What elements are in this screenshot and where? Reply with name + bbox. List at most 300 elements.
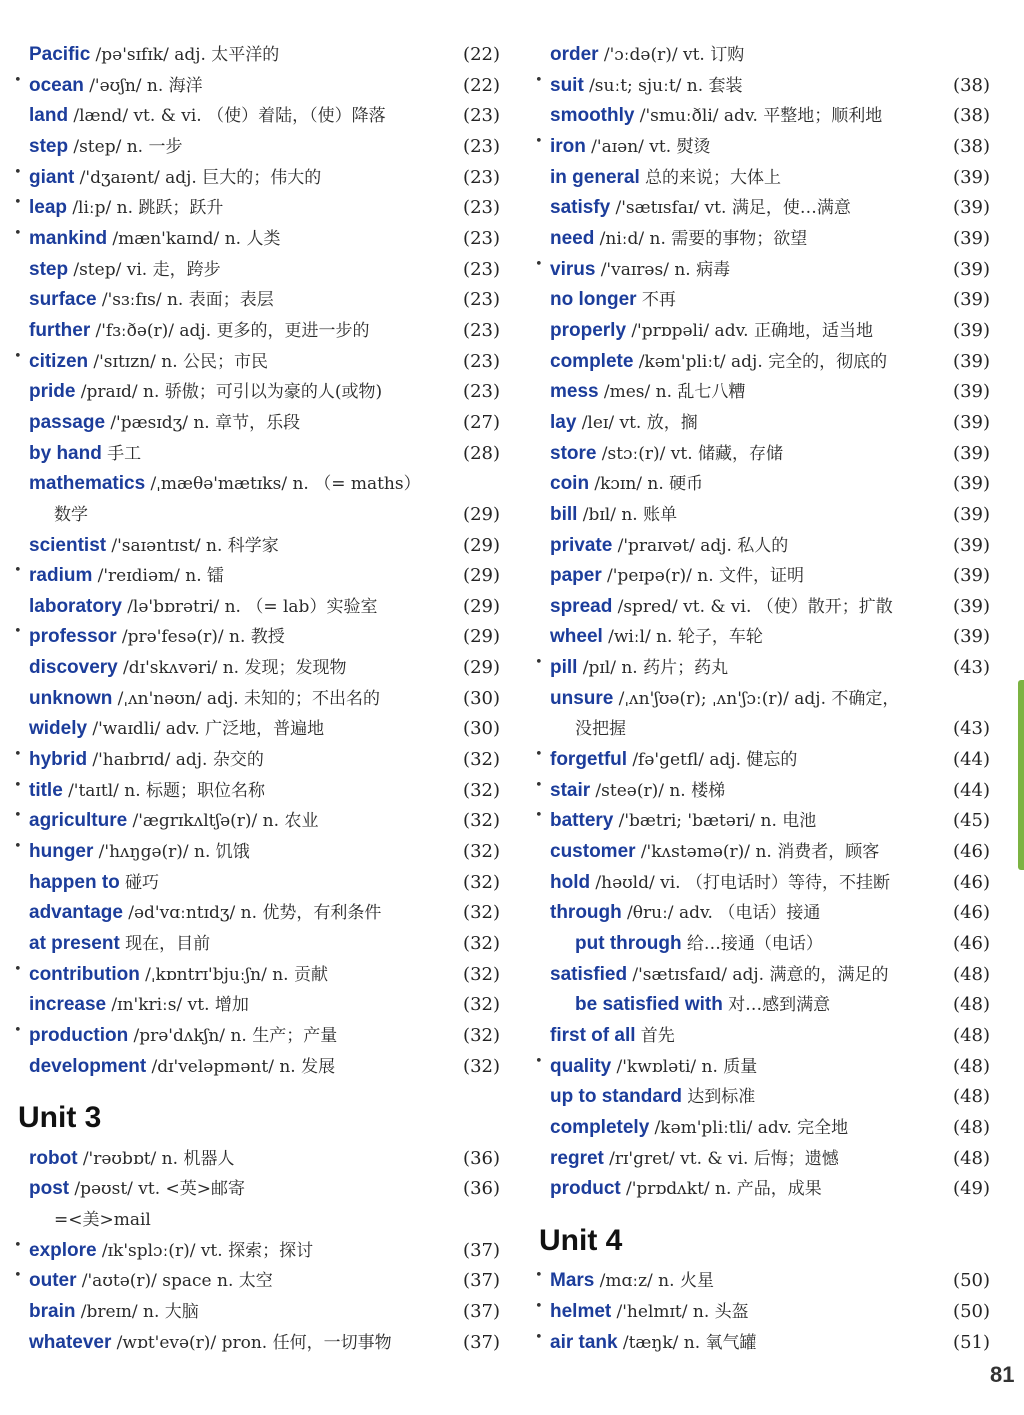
page-ref: (32) [463, 841, 500, 863]
key-word-marker: • [14, 1268, 22, 1284]
headword-text: production [29, 1025, 129, 1046]
headword [29, 132, 182, 163]
definition: /kəm'pliːt/ adj. 完全的，彻底的 [638, 351, 888, 372]
vocab-entry [14, 1174, 500, 1205]
headword-text: surface [29, 289, 97, 311]
vocab-entry [14, 714, 500, 745]
definition: 现在，目前 [125, 934, 211, 955]
page-ref: (32) [463, 994, 500, 1016]
definition: /spred/ vt. & vi. （使）散开；扩散 [617, 596, 893, 617]
vocab-entry [535, 224, 990, 255]
vocab-entry [535, 806, 990, 837]
headword [29, 561, 224, 592]
headword-text: satisfy [550, 197, 611, 219]
definition: /'reɪdiəm/ n. 镭 [97, 566, 225, 587]
vocab-entry [14, 347, 500, 378]
headword [29, 255, 221, 286]
page-ref: (39) [953, 442, 990, 464]
headword-text: step [29, 258, 69, 280]
headword [550, 1144, 839, 1175]
headword-text: outer [29, 1270, 77, 1292]
headword-text: quality [550, 1055, 612, 1077]
page-ref: (39) [953, 503, 990, 525]
vocab-entry [535, 592, 990, 623]
key-word-marker: • [14, 72, 22, 88]
page-ref: (28) [463, 442, 500, 464]
headword-text: leap [29, 197, 68, 219]
headword [29, 653, 346, 684]
vocab-entry [14, 1205, 500, 1236]
vocab-entry [535, 960, 990, 991]
headword [29, 1297, 199, 1328]
definition: 碰巧 [125, 872, 160, 893]
headword [550, 40, 744, 71]
headword [550, 439, 783, 470]
vocab-entry [535, 531, 990, 562]
page-ref: (39) [953, 411, 990, 433]
headword-text: scientist [29, 534, 107, 556]
page-ref: (32) [463, 1055, 500, 1077]
definition: /lə'bɒrətri/ n. （= lab）实验室 [127, 596, 378, 617]
headword [29, 868, 159, 899]
vocab-entry [14, 1236, 500, 1267]
definition: /wiːl/ n. 轮子，车轮 [608, 627, 763, 648]
headword [550, 622, 763, 653]
headword [550, 684, 899, 715]
headword [29, 285, 274, 316]
page-ref: (37) [463, 1331, 500, 1353]
vocab-entry [14, 776, 500, 807]
headword-text: professor [29, 626, 117, 648]
definition: /pɪl/ n. 药片；药丸 [582, 658, 729, 679]
headword [29, 960, 328, 991]
vocab-entry [535, 316, 990, 347]
headword-text: coin [550, 473, 590, 495]
headword-text: advantage [29, 902, 123, 924]
headword-text: post [29, 1178, 70, 1200]
headword-text: bill [550, 503, 578, 525]
page-number: 81 [990, 1362, 1015, 1387]
page-ref: (46) [953, 933, 990, 955]
headword-text: Pacific [29, 44, 91, 65]
headword [29, 1021, 337, 1052]
headword [550, 1113, 848, 1144]
headword [29, 316, 370, 347]
vocab-entry [535, 408, 990, 439]
vocab-entry [535, 1266, 990, 1297]
definition: /'dʒaɪənt/ adj. 巨大的；伟大的 [79, 167, 322, 188]
page-ref: (37) [463, 1239, 500, 1261]
vocab-entry [14, 40, 500, 71]
headword [550, 1328, 757, 1359]
key-word-marker: • [14, 225, 22, 241]
definition: /əd'vɑːntɪdʒ/ n. 优势，有利条件 [128, 903, 382, 924]
headword [29, 929, 210, 960]
definition: /'hʌŋgə(r)/ n. 饥饿 [98, 842, 250, 863]
definition: /kəm'pliːtli/ adv. 完全地 [654, 1117, 849, 1138]
vocab-column-left [14, 40, 500, 1358]
vocab-entry [14, 684, 500, 715]
headword [29, 622, 285, 653]
headword-text: development [29, 1055, 147, 1077]
definition: /ɪk'splɔː(r)/ vt. 探索；探讨 [101, 1240, 314, 1261]
headword [29, 101, 386, 132]
definition: /'əʊʃn/ n. 海洋 [89, 75, 203, 96]
headword [29, 1236, 313, 1267]
vocab-entry [535, 469, 990, 500]
page-ref: (23) [463, 381, 500, 403]
definition: /'pæsɪdʒ/ n. 章节，乐段 [110, 412, 301, 433]
vocab-entry [535, 163, 990, 194]
definition: /'aɪən/ vt. 熨烫 [591, 136, 711, 157]
vocab-entry [14, 439, 500, 470]
key-word-marker: • [14, 164, 22, 180]
definition: /pəʊst/ vt. <英>邮寄 [74, 1179, 246, 1200]
vocab-entry [535, 745, 990, 776]
vocab-entry [14, 1266, 500, 1297]
headword-text: ocean [29, 74, 84, 96]
headword [550, 837, 879, 868]
vocab-entry [14, 561, 500, 592]
headword [550, 531, 788, 562]
headword [550, 163, 781, 194]
page-ref: (43) [953, 718, 990, 740]
headword [29, 531, 279, 562]
vocab-entry [14, 71, 500, 102]
headword [550, 898, 820, 929]
vocab-entry [535, 285, 990, 316]
key-word-marker: • [14, 195, 22, 211]
vocab-entry [14, 806, 500, 837]
vocab-entry [535, 132, 990, 163]
headword-text: land [29, 105, 69, 127]
key-word-marker: • [535, 1298, 543, 1314]
headword [550, 1297, 749, 1328]
definition: /rɪ'gret/ vt. & vi. 后悔；遗憾 [609, 1148, 839, 1169]
definition: /step/ n. 一步 [73, 136, 183, 157]
vocab-entry [535, 500, 990, 531]
definition: /stɔː(r)/ vt. 储藏，存储 [601, 443, 784, 464]
definition: /mæn'kaɪnd/ n. 人类 [112, 228, 281, 249]
headword [550, 377, 745, 408]
vocab-entry [14, 316, 500, 347]
headword-text: robot [29, 1147, 78, 1169]
vocab-entry [535, 898, 990, 929]
definition: /mɑːz/ n. 火星 [599, 1271, 714, 1292]
definition: /'waɪdli/ adv. 广泛地，普遍地 [92, 719, 325, 740]
page-ref: (51) [953, 1331, 990, 1353]
vocab-entry [14, 898, 500, 929]
headword [575, 990, 830, 1021]
vocab-entry [535, 684, 990, 715]
vocab-entry [535, 377, 990, 408]
vocab-entry [535, 71, 990, 102]
page-ref: (39) [953, 565, 990, 587]
page-ref: (43) [953, 657, 990, 679]
definition: /'sɪtɪzn/ n. 公民；市民 [93, 351, 269, 372]
key-word-marker: • [535, 1053, 543, 1069]
headword [550, 561, 804, 592]
page-ref: (39) [953, 227, 990, 249]
headword-text: laboratory [29, 595, 122, 617]
headword [550, 776, 725, 807]
definition: /ˌmæθə'mætɪks/ n. （= maths） [150, 474, 421, 495]
definition: /'bætri; 'bætəri/ n. 电池 [618, 811, 817, 832]
definition: /niːd/ n. 需要的事物；欲望 [599, 228, 808, 249]
vocab-entry [535, 255, 990, 286]
headword [550, 1082, 755, 1113]
definition: /'peɪpə(r)/ n. 文件，证明 [607, 566, 805, 587]
definition: /prə'fesə(r)/ n. 教授 [121, 627, 285, 648]
page-ref: (37) [463, 1300, 500, 1322]
headword [550, 132, 711, 163]
headword-text: be satisfied with [575, 994, 723, 1016]
headword-text: wheel [550, 626, 603, 648]
headword-text: private [550, 534, 613, 556]
headword-text: unknown [29, 687, 113, 709]
page-ref: (36) [463, 1178, 500, 1200]
definition: /'ægrɪkʌltʃə(r)/ n. 农业 [132, 811, 319, 832]
vocab-entry [14, 193, 500, 224]
entry-continuation: =<美>mail [54, 1209, 151, 1230]
page-ref: (46) [953, 871, 990, 893]
page-ref: (29) [463, 595, 500, 617]
definition: 不再 [641, 290, 676, 311]
vocab-entry [535, 1328, 990, 1359]
definition: /praɪd/ n. 骄傲；可引以为豪的人(或物) [80, 382, 383, 403]
headword [550, 469, 703, 500]
headword [29, 347, 268, 378]
headword-text: brain [29, 1300, 76, 1322]
vocab-entry [535, 101, 990, 132]
page-ref: (32) [463, 1025, 500, 1046]
page-ref: (48) [953, 963, 990, 985]
key-word-marker: • [535, 1329, 543, 1345]
headword [29, 1052, 335, 1083]
headword [550, 224, 807, 255]
definition: 总的来说；大体上 [645, 167, 782, 188]
headword-text: store [550, 442, 597, 464]
headword-text: hold [550, 871, 591, 893]
vocab-entry [14, 837, 500, 868]
definition: /'sætɪsfaɪd/ adj. 满意的，满足的 [632, 964, 889, 985]
key-word-marker: • [535, 1268, 543, 1284]
page-ref: (32) [463, 779, 500, 801]
headword-text: satisfied [550, 963, 628, 985]
vocab-entry [14, 929, 500, 960]
vocab-entry [14, 285, 500, 316]
page-ref: (39) [953, 197, 990, 219]
headword-text: suit [550, 74, 584, 96]
entry-continuation: 数学 [54, 504, 88, 525]
page-ref: (38) [953, 105, 990, 127]
entry-continuation: 没把握 [575, 719, 626, 740]
page-ref: (23) [463, 319, 500, 341]
page-ref: (37) [463, 1270, 500, 1292]
headword-text: at present [29, 933, 120, 955]
vocab-entry [14, 377, 500, 408]
headword [29, 377, 382, 408]
page-ref: (39) [953, 166, 990, 188]
headword-text: put through [575, 933, 682, 955]
headword [575, 929, 823, 960]
vocab-entry [14, 163, 500, 194]
headword [29, 714, 324, 745]
headword [29, 898, 381, 929]
headword-text: explore [29, 1239, 97, 1261]
definition: /'ɔːdə(r)/ vt. 订购 [603, 45, 745, 65]
headword [29, 408, 300, 439]
headword-text: Mars [550, 1270, 595, 1292]
key-word-marker: • [535, 256, 543, 272]
vocab-entry [14, 1328, 500, 1359]
key-word-marker: • [14, 961, 22, 977]
headword-text: happen to [29, 871, 120, 893]
definition: /breɪn/ n. 大脑 [80, 1301, 199, 1322]
vocab-entry [14, 224, 500, 255]
definition: /liːp/ n. 跳跃；跃升 [72, 198, 224, 219]
definition: /'rəʊbɒt/ n. 机器人 [82, 1148, 235, 1169]
headword-text: giant [29, 166, 75, 188]
page-ref: (48) [953, 1116, 990, 1138]
vocab-entry [535, 347, 990, 378]
definition: /dɪ'skʌvəri/ n. 发现；发现物 [123, 658, 347, 679]
headword-text: widely [29, 718, 88, 740]
vocab-entry [535, 929, 990, 960]
headword [29, 745, 264, 776]
headword-text: by hand [29, 442, 102, 464]
unit-heading: Unit 3 [18, 1101, 102, 1135]
headword [29, 40, 279, 71]
page-ref: (27) [463, 411, 500, 433]
headword-text: radium [29, 565, 93, 587]
headword [550, 745, 797, 776]
headword [550, 1021, 675, 1052]
page-ref: (46) [953, 841, 990, 863]
page-ref: (22) [463, 44, 500, 65]
page-ref: (23) [463, 135, 500, 157]
page-ref: (46) [953, 902, 990, 924]
key-word-marker: • [14, 777, 22, 793]
page-ref: (23) [463, 289, 500, 311]
definition: /'vaɪrəs/ n. 病毒 [600, 259, 731, 280]
page-ref: (23) [463, 258, 500, 280]
key-word-marker: • [14, 1023, 22, 1038]
headword [550, 592, 893, 623]
headword [550, 255, 730, 286]
headword [29, 1266, 273, 1297]
vocab-entry [14, 990, 500, 1021]
definition: /lænd/ vt. & vi. （使）着陆，（使）降落 [73, 106, 386, 127]
vocab-entry [14, 1021, 500, 1052]
key-word-marker: • [535, 655, 543, 671]
page-ref: (39) [953, 289, 990, 311]
headword-text: order [550, 44, 599, 65]
definition: 首先 [640, 1026, 675, 1046]
vocab-entry [14, 469, 500, 500]
headword-text: pride [29, 381, 76, 403]
definition: /ˌʌn'nəʊn/ adj. 未知的；不出名的 [117, 688, 381, 709]
headword-text: lay [550, 411, 577, 433]
definition: /steə(r)/ n. 楼梯 [595, 780, 726, 801]
definition: /θruː/ adv. （电话）接通 [627, 903, 821, 924]
page-ref: (32) [463, 749, 500, 771]
vocab-entry [14, 132, 500, 163]
key-word-marker: • [535, 747, 543, 763]
headword-text: hybrid [29, 749, 88, 771]
definition: 给…接通（电话） [686, 934, 823, 955]
vocab-entry [535, 40, 990, 71]
headword-text: paper [550, 565, 602, 587]
key-word-marker: • [14, 808, 22, 824]
vocab-entry [535, 1297, 990, 1328]
definition: /bɪl/ n. 账单 [582, 504, 678, 525]
headword [550, 806, 816, 837]
definition: 手工 [107, 443, 142, 464]
headword [550, 1174, 822, 1205]
page-ref: (50) [953, 1300, 990, 1322]
page-ref: (48) [953, 1055, 990, 1077]
headword-text: increase [29, 994, 107, 1016]
headword-text: smoothly [550, 105, 635, 127]
vocab-entry [535, 1082, 990, 1113]
headword-text: discovery [29, 657, 118, 679]
definition: /'sɜːfɪs/ n. 表面；表层 [101, 290, 274, 311]
page-ref: (38) [953, 135, 990, 157]
headword [29, 1174, 245, 1205]
vocab-entry [535, 1021, 990, 1052]
definition: 对…感到满意 [728, 995, 831, 1016]
headword-text: first of all [550, 1025, 636, 1046]
headword-text: product [550, 1178, 621, 1200]
page-ref: (38) [953, 74, 990, 96]
page-ref: (23) [463, 227, 500, 249]
definition: /pə'sɪfɪk/ adj. 太平洋的 [95, 45, 280, 65]
vocab-entry [535, 1144, 990, 1175]
vocab-entry [14, 868, 500, 899]
headword-text: citizen [29, 350, 89, 372]
page-ref: (23) [463, 105, 500, 127]
headword-text: mess [550, 381, 599, 403]
headword-text: unsure [550, 687, 614, 709]
headword [550, 71, 743, 102]
page-ref: (32) [463, 963, 500, 985]
vocab-entry [14, 531, 500, 562]
headword [550, 347, 887, 378]
definition: /ɪn'kriːs/ vt. 增加 [111, 995, 249, 1016]
page-ref: (29) [463, 565, 500, 587]
definition: /step/ vi. 走，跨步 [73, 259, 221, 280]
headword-text: battery [550, 810, 614, 832]
definition: /'saɪəntɪst/ n. 科学家 [111, 535, 279, 556]
vocab-entry [14, 960, 500, 991]
headword-text: regret [550, 1147, 604, 1169]
headword-text: mankind [29, 227, 108, 249]
headword [550, 500, 677, 531]
definition: /'smuːðli/ adv. 平整地；顺利地 [639, 106, 883, 127]
vocab-entry [14, 255, 500, 286]
page-ref: (29) [463, 534, 500, 556]
headword-text: through [550, 902, 622, 924]
vocab-entry [535, 653, 990, 684]
headword-text: need [550, 227, 595, 249]
definition: /'kwɒləti/ n. 质量 [616, 1056, 758, 1077]
headword [29, 684, 380, 715]
definition: /'fɜːðə(r)/ adj. 更多的，更进一步的 [95, 320, 370, 341]
page-ref: (49) [953, 1178, 990, 1200]
page-ref: (32) [463, 810, 500, 832]
headword [29, 1144, 234, 1175]
